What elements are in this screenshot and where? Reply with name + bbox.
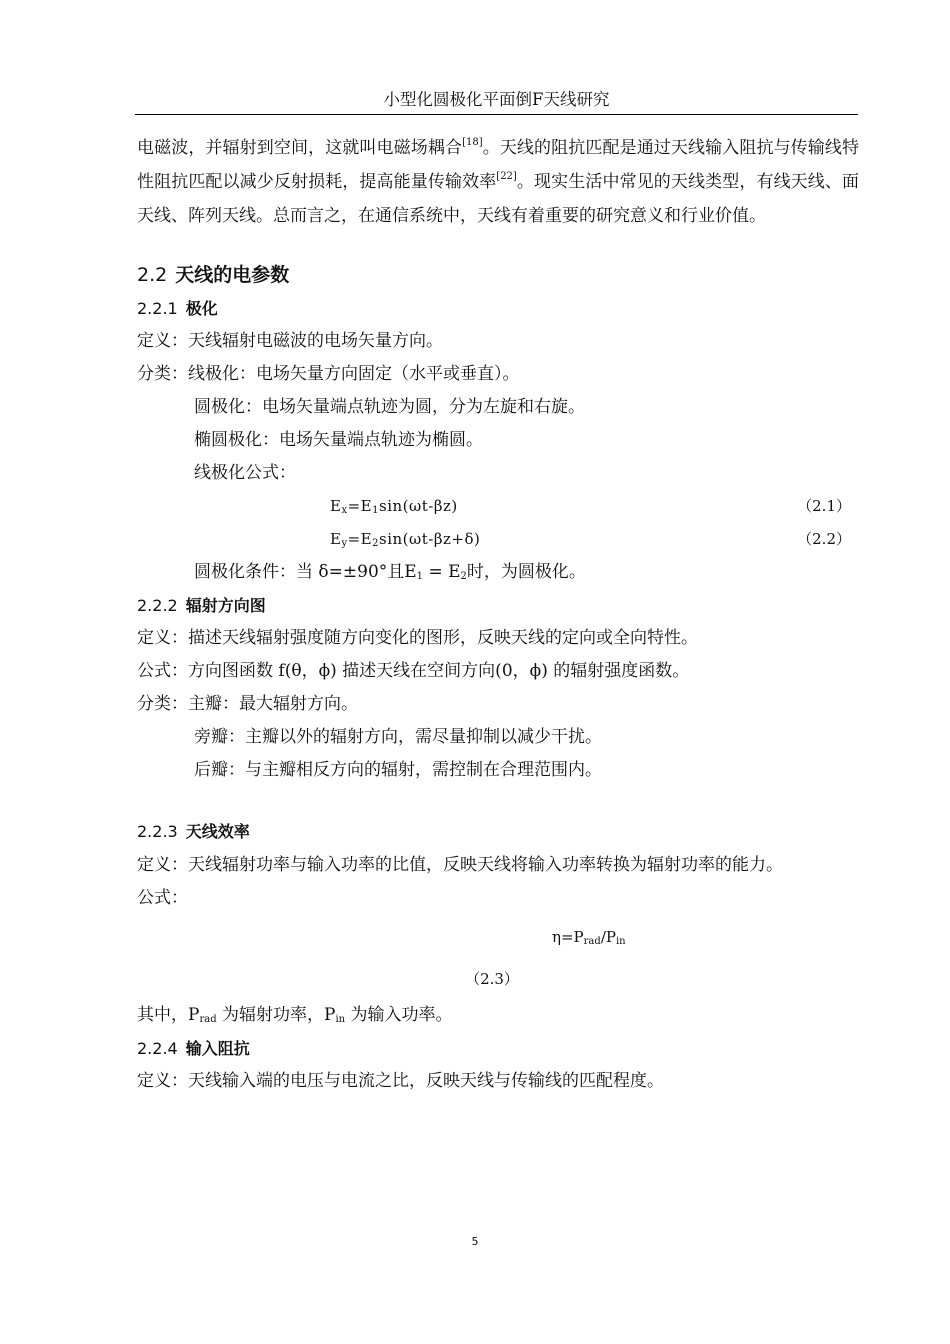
pattern-class-main-lobe: 分类：主瓣：最大辐射方向。 bbox=[137, 694, 358, 714]
subsection-number: 2.2.4 bbox=[137, 1039, 178, 1058]
pattern-definition: 定义：描述天线辐射强度随方向变化的图形，反映天线的定向或全向特性。 bbox=[137, 628, 698, 648]
spacer bbox=[137, 787, 859, 815]
page-header: 小型化圆极化平面倒F天线研究 bbox=[383, 90, 610, 109]
intro-text-3: 。现实生活中常见的天线类型，有线天线、面天线、阵列天线。总而言之，在通信系统中，天线有着重要的研究意义和行业价值。 bbox=[137, 172, 860, 226]
polarization-class-circular: 圆极化：电场矢量端点轨迹为圆，分为左旋和右旋。 bbox=[194, 397, 585, 417]
equation-2-3-expression: $\eta=P_{rad}/P_{in}$ bbox=[552, 928, 626, 947]
equation-2-2 bbox=[137, 523, 859, 556]
subsection-title: 输入阻抗 bbox=[185, 1039, 250, 1058]
subsection-number: 2.2.1 bbox=[137, 299, 178, 318]
equation-2-2-expression: $E_y=E_2\sin(\omega t-\beta z+\delta)$ bbox=[330, 530, 481, 549]
subsection-heading-2-2-2 bbox=[137, 589, 859, 622]
efficiency-definition: 定义：天线辐射功率与输入功率的比值，反映天线将输入功率转换为辐射功率的能力。 bbox=[137, 855, 783, 875]
pattern-class-back-lobe: 后瓣：与主瓣相反方向的辐射，需控制在合理范围内。 bbox=[194, 760, 602, 780]
equation-2-1-number: （2.1） bbox=[797, 497, 851, 515]
subsection-title: 天线效率 bbox=[185, 822, 250, 841]
equation-2-2-number: （2.2） bbox=[797, 530, 851, 548]
circular-condition: 圆极化条件：当 δ=±90°且$E_1 = E_2$时，为圆极化。 bbox=[194, 562, 586, 582]
section-title: 天线的电参数 bbox=[175, 264, 290, 286]
subsection-number: 2.2.2 bbox=[137, 596, 178, 615]
impedance-definition: 定义：天线输入端的电压与电流之比，反映天线与传输线的匹配程度。 bbox=[137, 1071, 664, 1091]
intro-text-2: 。天线的阻抗匹配是通过天线输入阻抗与传输线特性阻抗匹配以减少反射损耗，提高能量传输效率 bbox=[137, 138, 860, 192]
citation-18: [18] bbox=[462, 137, 483, 148]
header-rule bbox=[135, 114, 858, 115]
intro-paragraph bbox=[137, 131, 859, 233]
page-body bbox=[137, 131, 859, 1098]
page-number: 5 bbox=[471, 1235, 479, 1248]
polarization-definition: 定义：天线辐射电磁波的电场矢量方向。 bbox=[137, 331, 443, 351]
section-number: 2.2 bbox=[137, 264, 168, 286]
intro-text-1: 电磁波，并辐射到空间，这就叫电磁场耦合 bbox=[137, 138, 463, 158]
efficiency-formula-label: 公式： bbox=[137, 888, 188, 908]
subsection-title: 极化 bbox=[185, 299, 218, 318]
subsection-heading-2-2-3 bbox=[137, 815, 859, 848]
polarization-class-linear: 分类：线极化：电场矢量方向固定（水平或垂直）。 bbox=[137, 364, 520, 384]
subsection-heading-2-2-1 bbox=[137, 292, 859, 325]
equation-2-1-expression: $E_x=E_1\sin(\omega t-\beta z)$ bbox=[330, 497, 458, 516]
citation-22: [22] bbox=[496, 171, 517, 182]
efficiency-where: 其中，$P_{rad}$ 为辐射功率，$P_{in}$ 为输入功率。 bbox=[137, 1005, 453, 1025]
subsection-heading-2-2-4 bbox=[137, 1032, 859, 1065]
subsection-number: 2.2.3 bbox=[137, 822, 178, 841]
section-heading-2-2 bbox=[137, 258, 859, 292]
subsection-title: 辐射方向图 bbox=[185, 596, 266, 615]
polarization-class-elliptical: 椭圆极化：电场矢量端点轨迹为椭圆。 bbox=[194, 430, 483, 450]
equation-2-3 bbox=[137, 915, 859, 959]
pattern-class-side-lobe: 旁瓣：主瓣以外的辐射方向，需尽量抑制以减少干扰。 bbox=[194, 727, 602, 747]
linear-formula-label: 线极化公式： bbox=[194, 463, 296, 483]
equation-2-1 bbox=[137, 490, 859, 523]
equation-2-3-number: （2.3） bbox=[465, 970, 519, 988]
pattern-formula: 公式：方向图函数 f(θ，ϕ) 描述天线在空间方向(0，ϕ) 的辐射强度函数。 bbox=[137, 661, 690, 681]
